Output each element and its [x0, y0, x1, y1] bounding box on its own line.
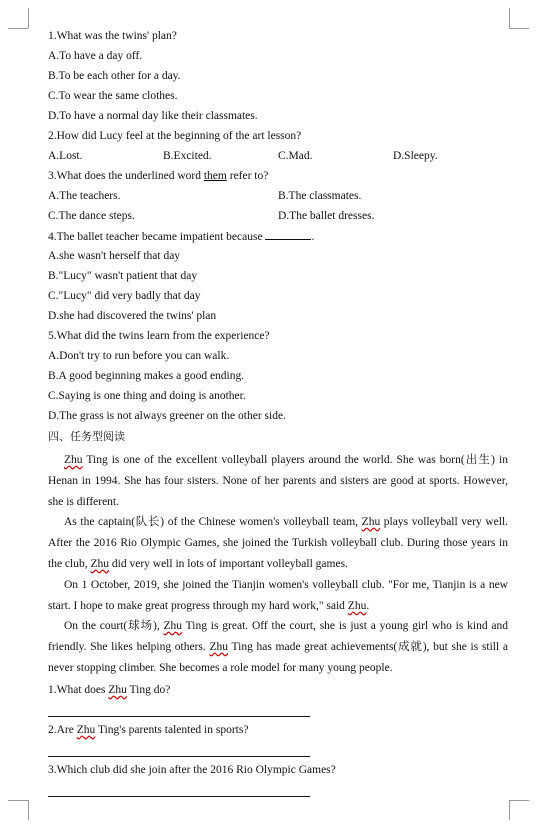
name-zhu: Zhu: [163, 620, 183, 632]
question-3-option-c: C.The dance steps.: [48, 210, 135, 222]
question-5-option-a: A.Don't try to run before you can walk.: [48, 350, 230, 362]
question-1-option-d: D.To have a normal day like their classmates.: [48, 110, 258, 122]
task-2-question: 2.Are Zhu Ting's parents talented in sports?: [48, 724, 249, 736]
crop-mark-top-left: [8, 28, 28, 29]
question-3-stem: 3.What does the underlined word them refer to?: [48, 170, 269, 182]
question-2-option-b: B.Excited.: [163, 150, 212, 162]
underlined-word: them: [203, 170, 227, 182]
name-zhu: Zhu: [361, 516, 381, 528]
name-zhu: Zhu: [108, 684, 127, 696]
question-2-option-c: C.Mad.: [278, 150, 313, 162]
question-3-option-b: B.The classmates.: [278, 190, 362, 202]
question-3-option-a: A.The teachers.: [48, 190, 121, 202]
question-5-option-d: D.The grass is not always greener on the other side.: [48, 410, 286, 422]
question-4-option-d: D.she had discovered the twins' plan: [48, 310, 217, 322]
question-1-option-b: B.To be each other for a day.: [48, 70, 181, 82]
question-5-option-b: B.A good beginning makes a good ending.: [48, 370, 245, 382]
question-1-stem: 1.What was the twins' plan?: [48, 30, 177, 42]
crop-mark-top-left: [28, 8, 29, 28]
name-zhu: Zhu: [90, 558, 110, 570]
crop-mark-bottom-right: [509, 800, 529, 801]
answer-blank: [265, 229, 311, 240]
question-5-option-c: C.Saying is one thing and doing is another.: [48, 390, 246, 402]
task-3-answer-line[interactable]: [48, 796, 310, 797]
passage-paragraph-3: On 1 October, 2019, she joined the Tianjin women's volleyball club. "For me, Tianjin is a new start. I hope to make great progress through my hard work," said Zhu.: [48, 579, 508, 612]
name-zhu: Zhu: [347, 600, 367, 612]
task-1-answer-line[interactable]: [48, 716, 310, 717]
name-zhu: Zhu: [209, 641, 229, 653]
question-4-option-c: C."Lucy" did very badly that day: [48, 290, 201, 302]
question-5-stem: 5.What did the twins learn from the experience?: [48, 330, 270, 342]
question-1-option-c: C.To wear the same clothes.: [48, 90, 178, 102]
question-3-option-d: D.The ballet dresses.: [278, 210, 375, 222]
crop-mark-bottom-right: [509, 800, 510, 820]
crop-mark-top-right: [509, 28, 529, 29]
task-3-question: 3.Which club did she join after the 2016 Rio Olympic Games?: [48, 764, 336, 776]
section-heading: 四、任务型阅读: [48, 430, 125, 443]
question-2-stem: 2.How did Lucy feel at the beginning of the art lesson?: [48, 130, 302, 142]
crop-mark-top-right: [509, 8, 510, 28]
question-4-option-b: B."Lucy" wasn't patient that day: [48, 270, 198, 282]
passage-paragraph-1: Zhu Ting is one of the excellent volleyball players around the world. She was born(出生) in Henan in 1994. She has four sisters. None of her parents and sisters are good at sports. However, she is different.: [48, 454, 508, 508]
name-zhu: Zhu: [76, 724, 96, 736]
question-4-option-a: A.she wasn't herself that day: [48, 250, 181, 262]
crop-mark-bottom-left: [28, 800, 29, 820]
name-zhu: Zhu: [64, 454, 83, 466]
question-2-option-a: A.Lost.: [48, 150, 83, 162]
crop-mark-bottom-left: [8, 800, 28, 801]
passage-paragraph-4: On the court(球场), Zhu Ting is great. Off the court, she is just a young girl who is kind and friendly. She likes helping others. Zhu Ting has made great achievements(成就), but she is still a never stopping climber. She becomes a role model for many young people.: [48, 620, 508, 674]
task-1-question: 1.What does Zhu Ting do?: [48, 684, 171, 696]
question-1-option-a: A.To have a day off.: [48, 50, 143, 62]
passage-paragraph-2: As the captain(队长) of the Chinese women's volleyball team, Zhu plays volleyball very well. After the 2016 Rio Olympic Games, she joined the Turkish volleyball club. During those years in the club, Zhu did very well in lots of important volleyball games.: [48, 516, 509, 570]
question-4-stem: 4.The ballet teacher became impatient because .: [48, 231, 315, 243]
question-2-option-d: D.Sleepy.: [393, 150, 438, 162]
task-2-answer-line[interactable]: [48, 756, 310, 757]
